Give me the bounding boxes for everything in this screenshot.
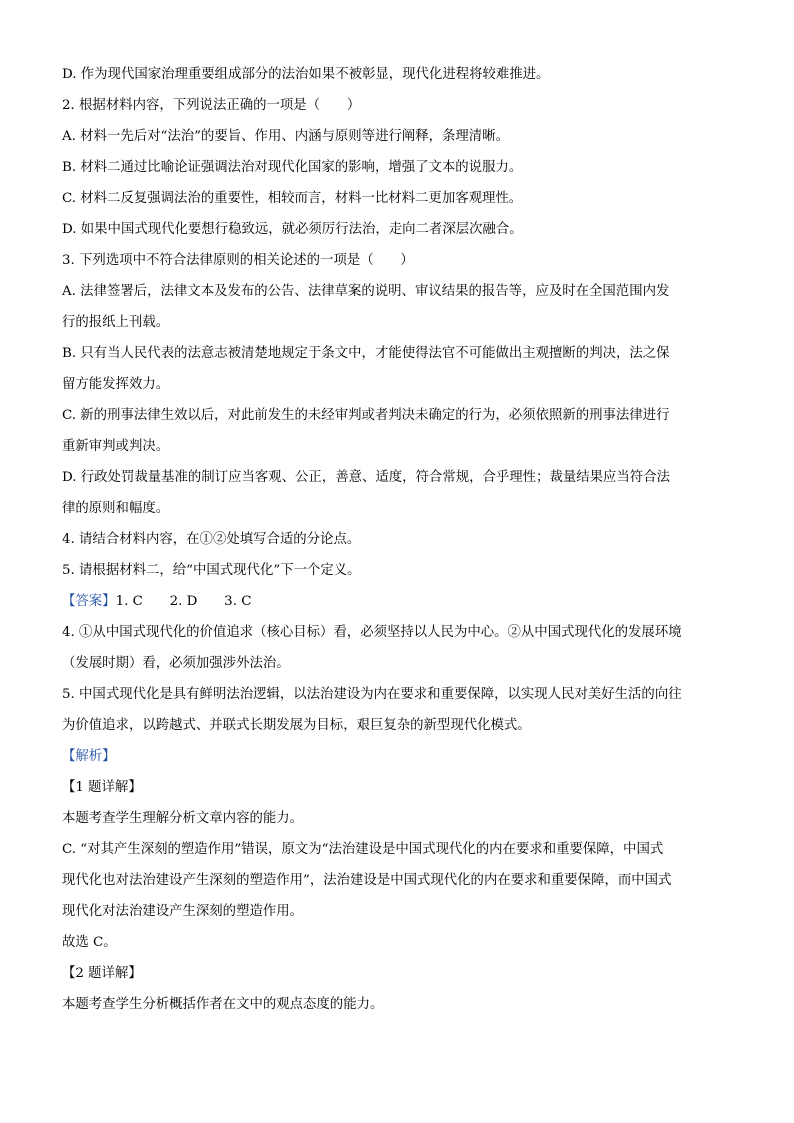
option-3d-line-2: 律的原则和幅度。: [62, 501, 170, 516]
option-3d-line-1: D. 行政处罚裁量基准的制订应当客观、公正，善意、适度，符合常规，合乎理性；裁量结果应当符合法: [62, 470, 670, 485]
option-3a-line-1: A. 法律签署后，法律文本及发布的公告、法律草案的说明、审议结果的报告等，应及时在全国范围内发: [62, 284, 670, 299]
option-3b-line-2: 留方能发挥效力。: [62, 377, 170, 392]
detail-2-intro: 本题考查学生分析概括作者在文中的观点态度的能力。: [62, 997, 384, 1012]
detail-1-line-3: 现代化对法治建设产生深刻的塑造作用。: [62, 904, 304, 919]
option-2b: B. 材料二通过比喻论证强调法治对现代化国家的影响，增强了文本的说服力。: [62, 160, 523, 175]
answer-label: 【答案】: [62, 594, 116, 609]
option-3c-line-2: 重新审判或判决。: [62, 439, 170, 454]
option-3c-line-1: C. 新的刑事法律生效以后，对此前发生的未经审判或者判决未确定的行为，必须依照新的刑事法律进行: [62, 408, 670, 423]
question-2: 2. 根据材料内容，下列说法正确的一项是（ ）: [62, 98, 361, 113]
question-3: 3. 下列选项中不符合法律原则的相关论述的一项是（ ）: [62, 253, 414, 268]
answer-5-line-1: 5. 中国式现代化是具有鲜明法治逻辑，以法治建设为内在要求和重要保障，以实现人民对美好生活的向往: [62, 687, 682, 702]
option-3a-line-2: 行的报纸上刊载。: [62, 315, 170, 330]
answer-row: [62, 593, 732, 611]
answer-4-line-1: 4. ①从中国式现代化的价值追求（核心目标）看，必须坚持以人民为中心。②从中国式现代化的发展环境: [62, 625, 682, 640]
detail-1-line-1: C. “对其产生深刻的塑造作用”错误，原文为“法治建设是中国式现代化的内在要求和重要保障，中国式: [62, 842, 664, 857]
option-2c: C. 材料二反复强调法治的重要性，相较而言，材料一比材料二更加客观理性。: [62, 191, 523, 206]
detail-1-heading: 【1 题详解】: [62, 780, 142, 795]
question-4: 4. 请结合材料内容，在①②处填写合适的分论点。: [62, 532, 361, 547]
answer-4-line-2: （发展时期）看，必须加强涉外法治。: [62, 656, 290, 671]
option-2a: A. 材料一先后对“法治”的要旨、作用、内涵与原则等进行阐释，条理清晰。: [62, 129, 509, 144]
analysis-label: 【解析】: [62, 749, 116, 764]
option-3b-line-1: B. 只有当人民代表的法意志被清楚地规定于条文中，才能使得法官不可能做出主观擅断的判决，法之保: [62, 346, 670, 361]
option-2d: D. 如果中国式现代化要想行稳致远，就必须厉行法治，走向二者深层次融合。: [62, 222, 523, 237]
answer-choices: 1. C 2. D 3. C: [115, 594, 252, 609]
detail-1-line-2: 现代化也对法治建设产生深刻的塑造作用”，法治建设是中国式现代化的内在要求和重要保障，而中国式: [62, 873, 672, 888]
detail-2-heading: 【2 题详解】: [62, 966, 142, 981]
detail-1-conclusion: 故选 C。: [62, 935, 117, 950]
answer-5-line-2: 为价值追求，以跨越式、并联式长期发展为目标，艰巨复杂的新型现代化模式。: [62, 718, 531, 733]
detail-1-intro: 本题考查学生理解分析文章内容的能力。: [62, 811, 304, 826]
question-5: 5. 请根据材料二，给“中国式现代化”下一个定义。: [62, 563, 361, 578]
option-1d: D. 作为现代国家治理重要组成部分的法治如果不被彰显，现代化进程将较难推进。: [62, 67, 550, 82]
